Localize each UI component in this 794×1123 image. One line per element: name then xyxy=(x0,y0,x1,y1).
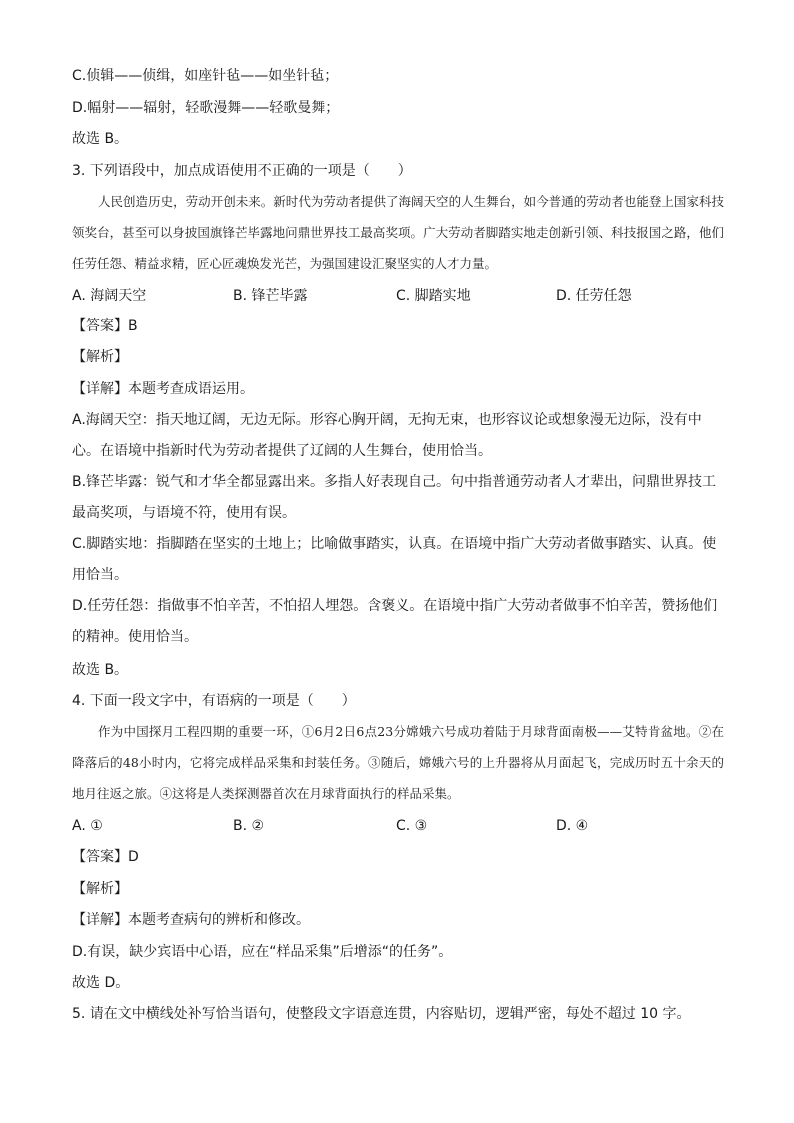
q3-answer: 【答案】B xyxy=(72,318,138,334)
q4-option-c: C. ③ xyxy=(396,818,428,834)
q3-explanation-b: B.锋芒毕露：锐气和才华全都显露出来。多指人好表现自己。句中指普通劳动者人才辈出，问鼎世界技工最高奖项，与语境不符，使用有误。 xyxy=(72,474,717,521)
q4-passage: 作为中国探月工程四期的重要一环，①6月2日6点23分嫦娥六号成功着陆于月球背面南极——艾特肯盆地。②在降落后的48小时内，它将完成样品采集和封装任务。③随后，嫦娥六号的上升器将从月面起飞，完成历时五十余天的地月往返之旅。④这将是人类探测器首次在月球背面执行的样品采集。 xyxy=(72,724,724,801)
option-d-correction: D.幅射——辐射，轻歌漫舞——轻歌曼舞； xyxy=(72,100,340,116)
option-c-correction: C.侦辑——侦缉，如座针毡——如坐针毡； xyxy=(72,68,339,84)
q4-stem: 4. 下面一段文字中，有语病的一项是（ ） xyxy=(72,693,356,709)
q4-option-b: B. ② xyxy=(233,818,265,834)
q5-stem: 5. 请在文中横线处补写恰当语句，使整段文字语意连贯，内容贴切，逻辑严密，每处不超过 10 字。 xyxy=(72,1006,691,1022)
q2-conclusion: 故选 B。 xyxy=(72,131,129,147)
q3-option-b: B. 锋芒毕露 xyxy=(233,288,308,304)
q3-explanation-d: D.任劳任怨：指做事不怕辛苦，不怕招人埋怨。含褒义。在语境中指广大劳动者做事不怕辛苦，赞扬他们的精神。使用恰当。 xyxy=(72,598,718,645)
q4-explanation-d: D.有误，缺少宾语中心语，应在“样品采集”后增添“的任务”。 xyxy=(72,944,453,960)
q3-passage: 人民创造历史，劳动开创未来。新时代为劳动者提供了海阔天空的人生舞台，如今普通的劳动者也能登上国家科技领奖台，甚至可以身披国旗锋芒毕露地问鼎世界技工最高奖项。广大劳动者脚踏实地走创新引领、科技报国之路，他们任劳任怨、精益求精，匠心匠魂焕发光芒，为强国建设汇聚坚实的人才力量。 xyxy=(72,194,724,271)
q4-option-d: D. ④ xyxy=(556,818,589,834)
q3-stem: 3. 下列语段中，加点成语使用不正确的一项是（ ） xyxy=(72,163,412,179)
q4-answer: 【答案】D xyxy=(72,849,139,865)
q4-detail: 【详解】本题考查病句的辨析和修改。 xyxy=(72,912,310,928)
q4-conclusion: 故选 D。 xyxy=(72,975,130,991)
q4-option-a: A. ① xyxy=(72,818,103,834)
q3-option-d: D. 任劳任怨 xyxy=(556,288,632,304)
q3-explanation-c: C.脚踏实地：指脚踏在坚实的土地上；比喻做事踏实，认真。在语境中指广大劳动者做事踏实、认真。使用恰当。 xyxy=(72,536,717,583)
q3-conclusion: 故选 B。 xyxy=(72,662,129,678)
q3-option-c: C. 脚踏实地 xyxy=(396,288,471,304)
q3-option-a: A. 海阔天空 xyxy=(72,288,147,304)
q3-detail: 【详解】本题考查成语运用。 xyxy=(72,381,254,397)
q4-analysis-heading: 【解析】 xyxy=(72,881,128,897)
q3-explanation-a: A.海阔天空：指天地辽阔，无边无际。形容心胸开阔，无拘无束，也形容议论或想象漫无边际，没有中心。在语境中指新时代为劳动者提供了辽阔的人生舞台，使用恰当。 xyxy=(72,412,702,459)
q3-analysis-heading: 【解析】 xyxy=(72,349,128,365)
